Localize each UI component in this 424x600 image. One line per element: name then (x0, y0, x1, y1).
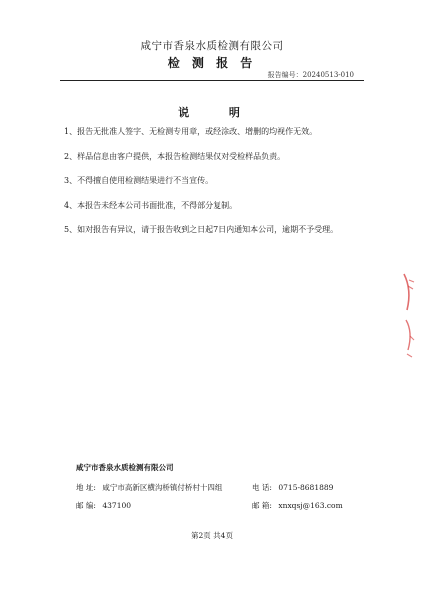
seal-stamp-edge (402, 270, 416, 360)
notice-item: 5、如对报告有异议，请于报告收到之日起7日内通知本公司，逾期不予受理。 (64, 225, 339, 234)
address-label: 地 址: (76, 483, 96, 492)
footer-company: 咸宁市香泉水质检测有限公司 (76, 463, 174, 472)
footer-row-postcode (76, 500, 356, 511)
notice-list (64, 127, 384, 250)
notice-item: 3、不得擅自使用检测结果进行不当宣传。 (64, 176, 214, 185)
phone-group (252, 482, 333, 493)
notice-title: 说 明 (178, 106, 258, 119)
notice-item: 2、样品信息由客户提供，本报告检测结果仅对受检样品负责。 (64, 151, 286, 161)
header-divider (60, 80, 364, 81)
footer-row-address (76, 482, 356, 493)
postcode-value: 437100 (102, 501, 132, 510)
phone-value: 0715-8681889 (278, 483, 334, 492)
email-value: xnxqsj@163.com (278, 501, 343, 510)
email-label: 邮 箱: (252, 501, 272, 510)
phone-label: 电 话: (252, 483, 272, 492)
company-name-header: 咸宁市香泉水质检测有限公司 (140, 40, 284, 52)
postcode-label: 邮 编: (76, 501, 96, 510)
report-number: 报告编号：20240513-010 (267, 71, 354, 79)
email-group (252, 500, 343, 511)
page-number: 第2页 共4页 (191, 531, 233, 540)
notice-item: 1、报告无批准人签字、无检测专用章，或经涂改、增删的均视作无效。 (64, 127, 318, 136)
address-value: 咸宁市高新区横沟桥镇付桥村十四组 (102, 483, 223, 492)
notice-item: 4、本报告未经本公司书面批准，不得部分复制。 (64, 200, 238, 210)
report-title: 检 测 报 告 (167, 56, 257, 70)
